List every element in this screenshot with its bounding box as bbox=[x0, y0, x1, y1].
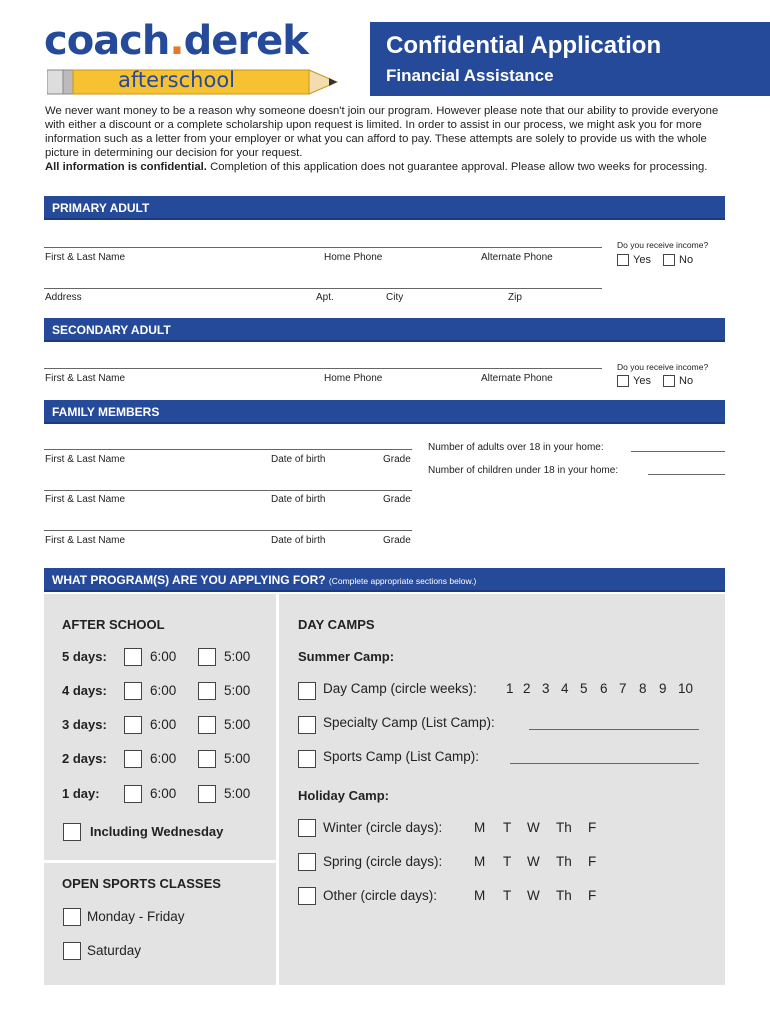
other-checkbox[interactable] bbox=[298, 887, 316, 905]
week-option[interactable]: 1 bbox=[506, 681, 514, 696]
after-school-6pm-label: 6:00 bbox=[150, 786, 177, 801]
after-school-6pm-label: 6:00 bbox=[150, 683, 177, 698]
programs-heading bbox=[44, 568, 725, 592]
primary-home-phone-label: Home Phone bbox=[324, 252, 383, 263]
primary-adult-heading: PRIMARY ADULT bbox=[44, 196, 725, 220]
monday-friday-label: Monday - Friday bbox=[87, 909, 185, 924]
primary-name-label: First & Last Name bbox=[45, 252, 126, 263]
monday-friday-checkbox[interactable] bbox=[63, 908, 81, 926]
family-members-heading: FAMILY MEMBERS bbox=[44, 400, 725, 424]
primary-address-line[interactable] bbox=[44, 288, 602, 289]
primary-alt-phone-label: Alternate Phone bbox=[481, 252, 553, 263]
after-school-6pm-label: 6:00 bbox=[150, 649, 177, 664]
after-school-5pm-checkbox[interactable] bbox=[198, 785, 216, 803]
holiday-camp-label: Holiday Camp: bbox=[298, 788, 390, 803]
primary-zip-label: Zip bbox=[508, 292, 522, 303]
after-school-5pm-checkbox[interactable] bbox=[198, 716, 216, 734]
after-school-days: 1 day: bbox=[62, 786, 100, 801]
after-school-6pm-checkbox[interactable] bbox=[124, 785, 142, 803]
day-option[interactable]: M bbox=[474, 888, 486, 903]
day-option[interactable]: F bbox=[588, 854, 597, 869]
adults-count-line[interactable] bbox=[631, 451, 725, 452]
family-name-label: First & Last Name bbox=[45, 454, 126, 465]
saturday-label: Saturday bbox=[87, 943, 142, 958]
after-school-days: 4 days: bbox=[62, 683, 107, 698]
day-option[interactable]: T bbox=[503, 888, 512, 903]
logo-dot: . bbox=[169, 18, 184, 64]
primary-name-line[interactable] bbox=[44, 247, 602, 248]
after-school-5pm-label: 5:00 bbox=[224, 751, 251, 766]
secondary-income-yes-checkbox[interactable] bbox=[617, 375, 629, 387]
primary-income-yes-label: Yes bbox=[633, 254, 651, 266]
after-school-days: 5 days: bbox=[62, 649, 107, 664]
family-row-line[interactable] bbox=[44, 530, 412, 531]
week-option[interactable]: 4 bbox=[561, 681, 569, 696]
primary-income-yes-checkbox[interactable] bbox=[617, 254, 629, 266]
secondary-income-question: Do you receive income? bbox=[617, 362, 709, 372]
family-name-label: First & Last Name bbox=[45, 535, 126, 546]
family-row-line[interactable] bbox=[44, 490, 412, 491]
primary-city-label: City bbox=[386, 292, 404, 303]
week-option[interactable]: 5 bbox=[580, 681, 588, 696]
day-option[interactable]: F bbox=[588, 888, 597, 903]
logo-derek: derek bbox=[183, 18, 308, 64]
day-option[interactable]: Th bbox=[556, 888, 572, 903]
secondary-home-phone-label: Home Phone bbox=[324, 373, 383, 384]
after-school-title: AFTER SCHOOL bbox=[62, 617, 165, 632]
page-title: Confidential Application bbox=[386, 32, 662, 59]
children-count-line[interactable] bbox=[648, 474, 725, 475]
after-school-6pm-label: 6:00 bbox=[150, 751, 177, 766]
intro-confidential: All information is confidential. bbox=[45, 161, 207, 173]
programs-heading-note: (Complete appropriate sections below.) bbox=[328, 576, 477, 586]
sports-camp-label: Sports Camp (List Camp): bbox=[323, 749, 480, 764]
primary-address-label: Address bbox=[45, 292, 82, 303]
logo bbox=[44, 18, 308, 64]
day-option[interactable]: T bbox=[503, 820, 512, 835]
day-option[interactable]: Th bbox=[556, 820, 572, 835]
family-name-label: First & Last Name bbox=[45, 494, 126, 505]
family-dob-label: Date of birth bbox=[271, 494, 326, 505]
after-school-5pm-label: 5:00 bbox=[224, 683, 251, 698]
logo-coach: coach bbox=[44, 18, 170, 64]
day-camp-label: Day Camp (circle weeks): bbox=[323, 681, 477, 696]
other-label: Other (circle days): bbox=[323, 888, 438, 903]
secondary-income-no-label: No bbox=[679, 375, 694, 387]
including-wednesday-checkbox[interactable] bbox=[63, 823, 81, 841]
family-grade-label: Grade bbox=[383, 494, 411, 505]
week-option[interactable]: 7 bbox=[619, 681, 627, 696]
open-sports-title: OPEN SPORTS CLASSES bbox=[62, 876, 221, 891]
after-school-6pm-checkbox[interactable] bbox=[124, 648, 142, 666]
secondary-income-no-checkbox[interactable] bbox=[663, 375, 675, 387]
after-school-5pm-checkbox[interactable] bbox=[198, 648, 216, 666]
children-count-label: Number of children under 18 in your home: bbox=[428, 465, 619, 476]
family-grade-label: Grade bbox=[383, 454, 411, 465]
specialty-camp-line[interactable] bbox=[529, 729, 699, 730]
adults-count-label: Number of adults over 18 in your home: bbox=[428, 442, 604, 453]
day-option[interactable]: W bbox=[527, 888, 540, 903]
after-school-5pm-label: 5:00 bbox=[224, 649, 251, 664]
family-dob-label: Date of birth bbox=[271, 535, 326, 546]
including-wednesday-label: Including Wednesday bbox=[90, 824, 224, 839]
week-option[interactable]: 9 bbox=[659, 681, 667, 696]
programs-heading-text: WHAT PROGRAM(S) ARE YOU APPLYING FOR? bbox=[52, 573, 326, 587]
day-option[interactable]: F bbox=[588, 820, 597, 835]
day-option[interactable]: M bbox=[474, 820, 486, 835]
after-school-5pm-checkbox[interactable] bbox=[198, 682, 216, 700]
summer-camp-label: Summer Camp: bbox=[298, 649, 395, 664]
day-option[interactable]: T bbox=[503, 854, 512, 869]
intro-tail: Completion of this application does not guarantee approval. Please allow two weeks for processing. bbox=[206, 161, 708, 173]
day-option[interactable]: W bbox=[527, 854, 540, 869]
after-school-6pm-checkbox[interactable] bbox=[124, 750, 142, 768]
after-school-6pm-checkbox[interactable] bbox=[124, 682, 142, 700]
after-school-5pm-label: 5:00 bbox=[224, 786, 251, 801]
secondary-name-label: First & Last Name bbox=[45, 373, 126, 384]
secondary-adult-heading: SECONDARY ADULT bbox=[44, 318, 725, 342]
logo-sub: afterschool bbox=[118, 68, 236, 92]
secondary-income-yes-label: Yes bbox=[633, 375, 651, 387]
primary-income-no-checkbox[interactable] bbox=[663, 254, 675, 266]
specialty-camp-label: Specialty Camp (List Camp): bbox=[323, 715, 495, 730]
after-school-days: 3 days: bbox=[62, 717, 107, 732]
family-grade-label: Grade bbox=[383, 535, 411, 546]
day-option[interactable]: Th bbox=[556, 854, 572, 869]
page-subtitle: Financial Assistance bbox=[386, 66, 554, 85]
week-option[interactable]: 2 bbox=[523, 681, 531, 696]
family-row-line[interactable] bbox=[44, 449, 412, 450]
primary-apt-label: Apt. bbox=[316, 292, 334, 303]
after-school-5pm-checkbox[interactable] bbox=[198, 750, 216, 768]
sports-camp-line[interactable] bbox=[510, 763, 699, 764]
after-school-6pm-label: 6:00 bbox=[150, 717, 177, 732]
secondary-alt-phone-label: Alternate Phone bbox=[481, 373, 553, 384]
after-school-5pm-label: 5:00 bbox=[224, 717, 251, 732]
saturday-checkbox[interactable] bbox=[63, 942, 81, 960]
secondary-name-line[interactable] bbox=[44, 368, 602, 369]
week-option[interactable]: 8 bbox=[639, 681, 647, 696]
winter-checkbox[interactable] bbox=[298, 819, 316, 837]
intro-text bbox=[45, 104, 735, 174]
specialty-camp-checkbox[interactable] bbox=[298, 716, 316, 734]
primary-income-no-label: No bbox=[679, 254, 694, 266]
day-camp-checkbox[interactable] bbox=[298, 682, 316, 700]
week-option[interactable]: 6 bbox=[600, 681, 608, 696]
week-option[interactable]: 3 bbox=[542, 681, 550, 696]
sports-camp-checkbox[interactable] bbox=[298, 750, 316, 768]
intro-body: We never want money to be a reason why someone doesn't join our program. However please note that our ability to provide everyone with either a discount or a complete scholarship upon request is limited. In order to assist in our process, we might ask you for more information such as a letter from your employer or what you can afford to pay. These attempts are solely to provide us with the whole picture in determining our decision for your request. bbox=[45, 105, 719, 159]
spring-checkbox[interactable] bbox=[298, 853, 316, 871]
after-school-days: 2 days: bbox=[62, 751, 107, 766]
day-camps-title: DAY CAMPS bbox=[298, 617, 375, 632]
winter-label: Winter (circle days): bbox=[323, 820, 443, 835]
family-dob-label: Date of birth bbox=[271, 454, 326, 465]
day-option[interactable]: M bbox=[474, 854, 486, 869]
spring-label: Spring (circle days): bbox=[323, 854, 443, 869]
day-option[interactable]: W bbox=[527, 820, 540, 835]
after-school-6pm-checkbox[interactable] bbox=[124, 716, 142, 734]
primary-income-question: Do you receive income? bbox=[617, 240, 709, 250]
week-option[interactable]: 10 bbox=[678, 681, 694, 696]
header bbox=[370, 22, 770, 96]
